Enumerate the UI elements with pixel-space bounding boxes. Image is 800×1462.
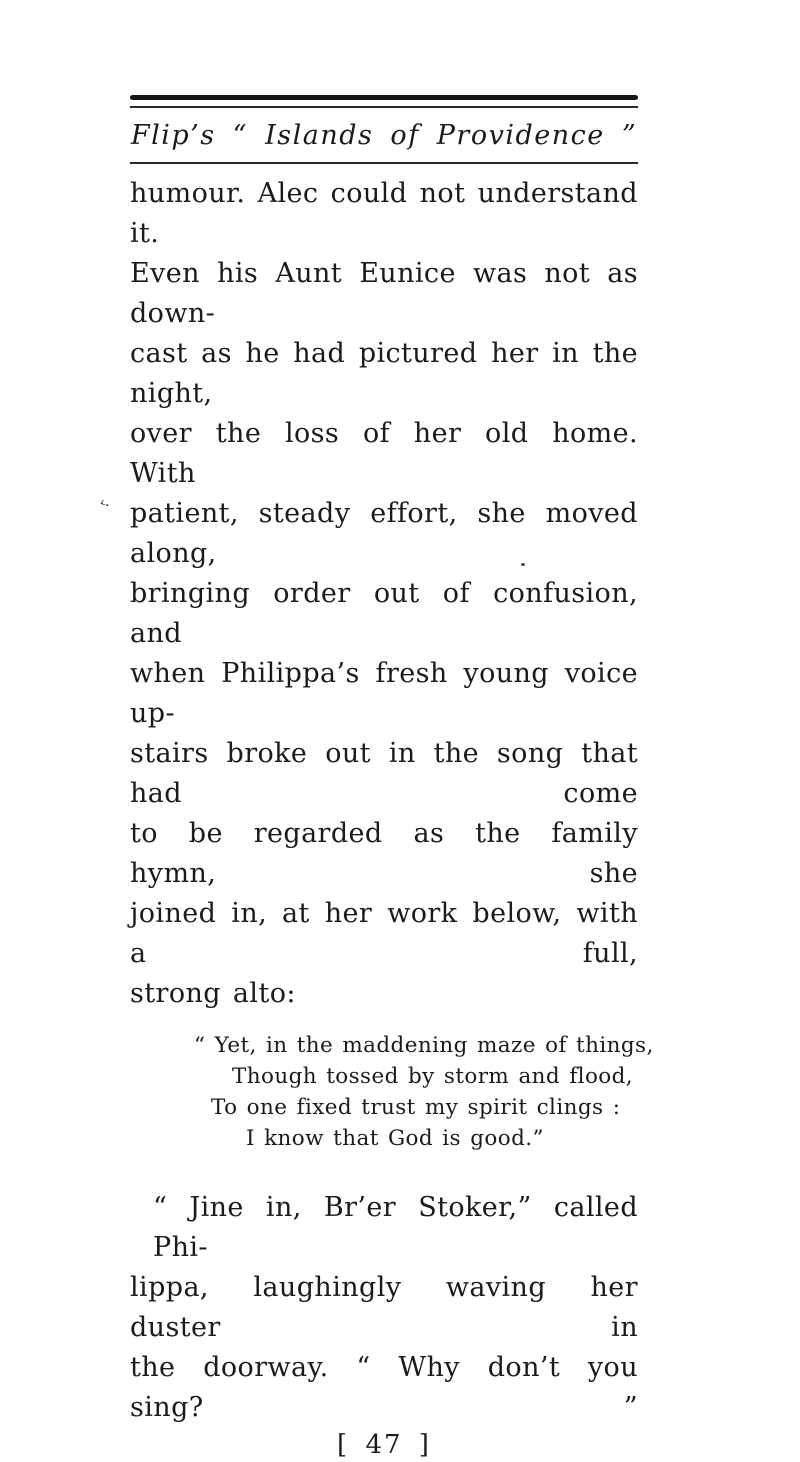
- header-rule-thin: [130, 106, 638, 108]
- text-line: Even his Aunt Eunice was not as down-: [130, 258, 638, 329]
- text-line: patient, steady effort, she moved along,: [130, 498, 638, 569]
- hymn-verse-quote: [130, 1030, 654, 1154]
- running-head-title: Flip’s “ Islands of Providence ”: [130, 120, 638, 151]
- text-line: “ Jine in, Br’er Stoker,” called Phi-: [153, 1192, 638, 1263]
- verse-line: “ Yet, in the maddening maze of things,: [194, 1033, 654, 1058]
- text-line: to be regarded as the family hymn, she: [130, 818, 638, 889]
- text-line: lippa, laughingly waving her duster in: [130, 1272, 638, 1343]
- text-column: [130, 95, 654, 1462]
- paragraph-1: [130, 174, 638, 1014]
- text-line: the doorway. “ Why don’t you sing? ”: [130, 1352, 638, 1423]
- text-line: cast as he had pictured her in the night,: [130, 338, 638, 409]
- text-line: when Philippa’s fresh young voice up-: [130, 658, 638, 729]
- page-number: [ 47 ]: [337, 1430, 431, 1460]
- verse-line: To one fixed trust my spirit clings :: [211, 1095, 621, 1120]
- text-line: bringing order out of confusion, and: [130, 578, 638, 649]
- ink-smudge-artifact: ‹.: [97, 494, 109, 512]
- verse-line: I know that God is good.”: [246, 1126, 544, 1151]
- text-line: strong alto:: [130, 978, 296, 1009]
- header-rule-thick: [130, 95, 638, 100]
- verse-line: Though tossed by storm and flood,: [232, 1064, 634, 1089]
- text-line: over the loss of her old home. With: [130, 418, 638, 489]
- header-underline-rule: [130, 162, 638, 164]
- text-line: humour. Alec could not understand it.: [130, 178, 638, 249]
- text-line: stairs broke out in the song that had come: [130, 738, 638, 809]
- paragraph-2: [130, 1188, 638, 1428]
- text-line: joined in, at her work below, with a full,: [130, 898, 638, 969]
- page-header: [130, 95, 638, 164]
